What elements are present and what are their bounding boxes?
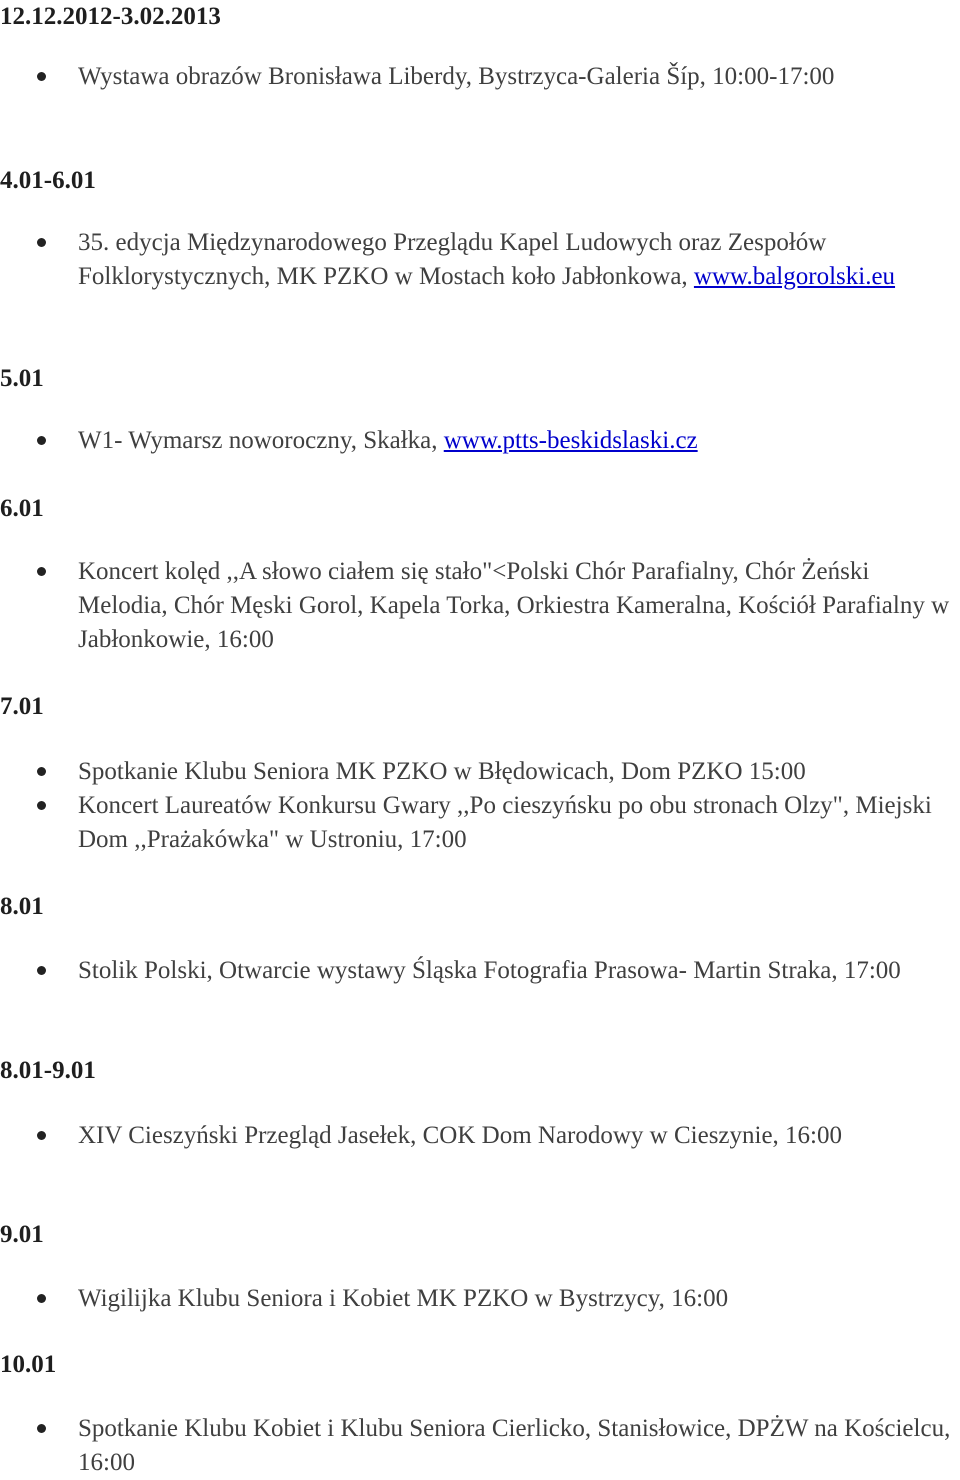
event-item: Koncert Laureatów Konkursu Gwary ,,Po cieszyńsku po obu stronach Olzy", Miejski Dom ,,Prażakówka" w Ustroniu, 17:00 [78,792,932,853]
event-item: Wigilijka Klubu Seniora i Kobiet MK PZKO w Bystrzycy, 16:00 [78,1285,729,1312]
event-item: Stolik Polski, Otwarcie wystawy Śląska Fotografia Prasowa- Martin Straka, 17:00 [78,957,901,984]
event-date: 8.01 [0,893,44,920]
event-date: 5.01 [0,365,44,392]
event-date: 8.01-9.01 [0,1057,96,1084]
event-item: Spotkanie Klubu Kobiet i Klubu Seniora Cierlicko, Stanisłowice, DPŻW na Kościelcu, 16:00 [78,1415,951,1476]
event-item: Spotkanie Klubu Seniora MK PZKO w Błędowicach, Dom PZKO 15:00 [78,758,806,785]
event-item [78,424,958,458]
list-bullet-icon [37,966,46,975]
event-date: 10.01 [0,1351,57,1378]
event-date: 7.01 [0,693,44,720]
list-bullet-icon [37,567,46,576]
event-item: Wystawa obrazów Bronisława Liberdy, Bystrzyca-Galeria Šíp, 10:00-17:00 [78,63,835,90]
list-bullet-icon [37,436,46,445]
list-bullet-icon [37,767,46,776]
event-date: 9.01 [0,1221,44,1248]
event-item-text: 35. edycja Międzynarodowego Przeglądu Kapel Ludowych oraz Zespołów Folklorystycznych, MK PZKO w Mostach koło Jabłonkowa, [78,229,827,290]
event-item [78,226,958,294]
list-bullet-icon [37,238,46,247]
event-link[interactable]: www.balgorolski.eu [693,263,896,290]
event-item: XIV Cieszyński Przegląd Jasełek, COK Dom Narodowy w Cieszynie, 16:00 [78,1122,843,1149]
list-bullet-icon [37,1131,46,1140]
event-item-text: W1- Wymarsz noworoczny, Skałka, [78,427,444,454]
list-bullet-icon [37,72,46,81]
event-date: 12.12.2012-3.02.2013 [0,3,221,30]
event-date: 6.01 [0,495,44,522]
list-bullet-icon [37,801,46,810]
event-item: Koncert kolęd ,,A słowo ciałem się stało"<Polski Chór Parafialny, Chór Żeński Melodia, Chór Męski Gorol, Kapela Torka, Orkiestra Kameralna, Kościół Parafialny w Jabłonkowie, 16:00 [78,558,950,653]
event-link[interactable]: www.ptts-beskidslaski.cz [443,427,698,454]
list-bullet-icon [37,1294,46,1303]
list-bullet-icon [37,1424,46,1433]
event-date: 4.01-6.01 [0,167,96,194]
